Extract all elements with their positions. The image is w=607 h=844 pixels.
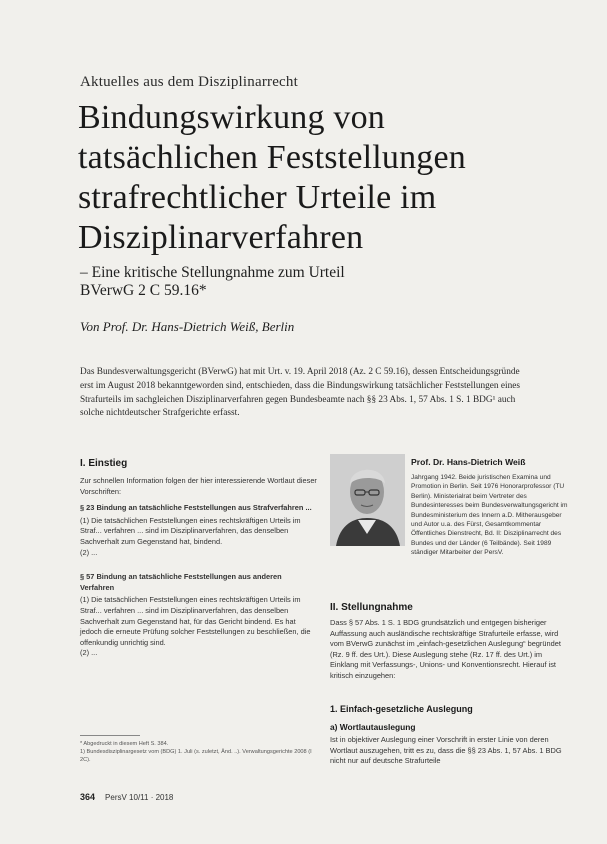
page-footer (80, 792, 173, 802)
title-line: Disziplinarverfahren (78, 219, 364, 256)
author-byline: Von Prof. Dr. Hans-Dietrich Weiß, Berlin (80, 319, 295, 334)
footnote-rule (80, 735, 140, 736)
article-title (78, 98, 578, 258)
subtitle-line: – Eine kritische Stellungnahme zum Urteil (80, 264, 345, 281)
footnotes (80, 740, 317, 764)
intro-paragraph: Zur schnellen Information folgen der hier interessierende Wortlaut dieser Vorschriften: (80, 476, 317, 496)
quote-23-body: (1) Die tatsächlichen Feststellungen eines rechtskräftigen Urteils im Straf... verfahren ... sind im Disziplinarverfahren, das denselben Sachverhalt zum Gegenstand hat, bindend. (80, 515, 301, 546)
section-heading-einstieg: I. Einstieg (80, 458, 128, 469)
section-heading-stellungnahme: II. Stellungnahme (330, 602, 413, 613)
subsection-heading: 1. Einfach-gesetzliche Auslegung (330, 704, 473, 714)
quote-57-tail: (2) ... (80, 648, 98, 658)
author-portrait-image (330, 454, 405, 546)
wortlaut-body: Ist in objektiver Auslegung einer Vorschrift in erster Linie von deren Wortlaut auszugehen, tritt es zu, dass die §§ 23 Abs. 1, 57 Abs. 1 BDG nicht nur auf deutsche Strafurteile (330, 735, 562, 766)
section-stellungnahme-body: Dass § 57 Abs. 1 S. 1 BDG grundsätzlich und entgegen bisheriger Auffassung auch ausländische rechtskräftige Strafurteile erfasse, wird vom BVerwG zunächst im „einfach-gesetzlichen Auslegung“ begründet (Rz. 9 ff. des Urt.). Diese Auslegung stehe (Rz. 17 ff. des Urt.) im Einklang mit Verfassungs-, Unions- und Konventionsrecht. Hierauf ist kritisch einzugehen: (330, 618, 561, 680)
quote-57-body: (1) Die tatsächlichen Feststellungen eines rechtskräftigen Urteils im Straf... verfahren ... sind im Disziplinarverfahren, das denselben Sachverhalt zum Gegenstand hat, für das Gericht bindend. Es hat jedoch die erneute Prüfung solcher Feststellungen zu beschließen, die offenkundig unrichtig sind. (80, 595, 311, 647)
journal-issue: PersV 10/11 · 2018 (105, 793, 174, 802)
section-einstieg-body (80, 476, 317, 665)
page-number: 364 (80, 792, 96, 802)
title-line: tatsächlichen Feststellungen (78, 139, 467, 176)
quote-23-tail: (2) ... (80, 547, 98, 557)
author-box-name: Prof. Dr. Hans-Dietrich Weiß (411, 457, 526, 467)
article-subtitle (80, 264, 345, 300)
footnote: 1) Bundesdisziplinargesetz vom (BDG) 1. Juli (s. zuletzt, Änd. ..). Verwaltungsgerichte 2008 (I 2C). (80, 749, 312, 763)
title-line: Bindungswirkung von (78, 99, 385, 136)
subsubsection-heading: a) Wortlautauslegung (330, 722, 416, 732)
quote-23-heading: § 23 Bindung an tatsächliche Feststellungen aus Strafverfahren ... (80, 503, 312, 513)
subtitle-line: BVerwG 2 C 59.16* (80, 282, 207, 299)
article-kicker: Aktuelles aus dem Disziplinarrecht (80, 74, 298, 90)
footnote: * Abgedruckt in diesem Heft S. 384. (80, 741, 169, 747)
quote-57-heading: § 57 Bindung an tatsächliche Feststellungen aus anderen Verfahren (80, 572, 282, 592)
title-line: strafrechtlicher Urteile im (78, 179, 437, 216)
author-photo (330, 454, 405, 546)
author-box-bio: Jahrgang 1942. Beide juristischen Examina und Promotion in Berlin. Seit 1976 Honorarprofessor (TU Berlin). Ministerialrat beim Vertreter des Bundesinteresses beim Bundesverwaltungsgericht im Bundesministerium des Innern a.D. Mitherausgeber und Autor u.a. des Fürst, Gesamtkommentar Öffentliches Dienstrecht, Bd. II: Disziplinarrecht des Bundes und der Länder (6 Teilbände). Seit 1989 ständiger Mitarbeiter der PersV. (411, 474, 568, 557)
article-abstract: Das Bundesverwaltungsgericht (BVerwG) hat mit Urt. v. 19. April 2018 (Az. 2 C 59.16), dessen Entscheidungsgründe erst im August 2018 bekanntgeworden sind, entschieden, dass die Bindungswirkung tatsächlicher Feststellungen eines Strafurteils im sachgleichen Disziplinarverfahren gegen Bundesbeamte nach §§ 23 Abs. 1, 57 Abs. 1 S. 1 BDG¹ auch solche nichtdeutscher Strafgerichte erfasst. (80, 367, 520, 419)
